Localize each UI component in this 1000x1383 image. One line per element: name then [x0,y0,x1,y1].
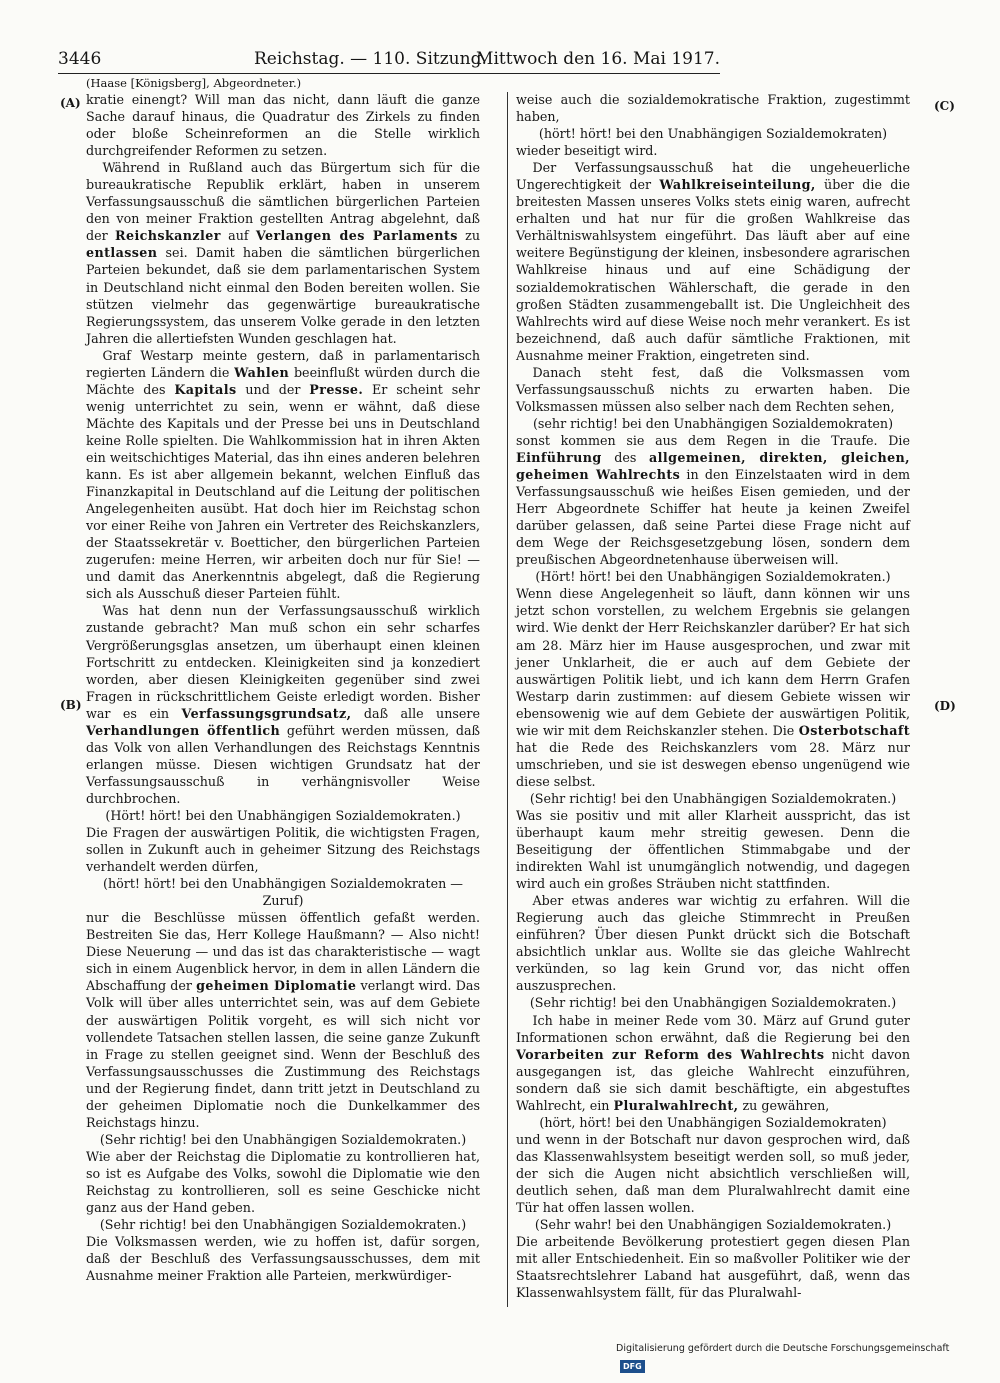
paragraph: Danach steht fest, daß die Volksmassen vom Verfassungsausschuß nichts zu erwarten haben. Die Volksmassen müssen also selber nach dem Rechten sehen, [516,364,910,414]
paragraph: Wenn diese Angelegenheit so läuft, dann können wir uns jetzt schon vorstellen, zu welchem Ergebnis sie gelangen wird. Wie denkt der Herr Reichskanzler darüber? Er hat sich am 28. März hier im Hause ausgesprochen, und zwar mit jener Unklarheit, die er auch auf dem Gebiete der auswärtigen Politik liebt, und ich kann dem Herrn Grafen Westarp darin zustimmen: auf diesem Gebiete wissen wir ebensowenig wie auf dem Gebiete der auswärtigen Politik, wie wir mit dem Reichskanzler stehen. Die Osterbotschaft hat die Rede des Reichskanzlers vom 28. März nur umschrieben, und sie ist deswegen ebenso ungenügend wie diese selbst. [516,586,910,789]
paragraph: Während in Rußland auch das Bürgertum sich für die bureaukratische Republik erklärt, haben in unserem Verfassungsausschuß die sämtlichen bürgerlichen Parteien den von meiner Fraktion gestellten Antrag abgelehnt, daß der Reichskanzler auf Verlangen des Parlaments zu entlassen sei. Damit haben die sämtlichen bürgerlichen Parteien bekundet, daß sie dem parlamentarischen System in Deutschland nicht einmal den Boden bereiten wollen. Sie stützen vielmehr das gegenwärtige bureaukratische Regierungssystem, das unserem Volke gerade in den letzten Jahren die allertiefsten Wunden geschlagen hat. [86,160,481,346]
paragraph: Ich habe in meiner Rede vom 30. März auf Grund guter Informationen schon erwähnt, daß die Regierung bei den Vorarbeiten zur Reform des Wahlrechts nicht davon ausgegangen ist, das gleiche Wahlrecht einzuführen, sondern daß sie sich damit beschäftigte, ein abgestuftes Wahlrecht, ein Pluralwahlrecht, zu gewähren, [516,1012,910,1113]
paragraph: Aber etwas anderes war wichtig zu erfahren. Will die Regierung auch das gleiche Stimmrecht in Preußen einführen? Über diesen Punkt drückt sich die Botschaft absichtlich unklar aus. Wollte sie das gleiche Wahlrecht verkünden, so lag kein Grund vor, das nicht offen auszusprechen. [516,893,910,994]
interjection: (Sehr richtig! bei den Unabhängigen Sozialdemokraten.) [99,1131,467,1147]
right-column [516,91,910,1301]
paragraph: Die arbeitende Bevölkerung protestiert gegen diesen Plan mit aller Entschiedenheit. Ein so maßvoller Politiker wie der Staatsrechtslehrer Laband hat ausgeführt, daß, wenn das Klassenwahlsystem fällt, für das Pluralwahl- [516,1234,910,1301]
paragraph: Die Volksmassen werden, wie zu hoffen ist, dafür sorgen, daß der Beschluß des Verfassungsausschusses, dem mit Ausnahme meiner Fraktion alle Parteien, merkwürdiger- [86,1234,480,1284]
paragraph: nur die Beschlüsse müssen öffentlich gefaßt werden. Bestreiten Sie das, Herr Kollege Haußmann? — Also nicht! Diese Neuerung — und das ist das charakteristische — wagt sich in einem Augenblick hervor, in dem in allen Ländern die Abschaffung der geheimen Diplomatie verlangt wird. Das Volk will über alles unterrichtet sein, was auf dem Gebiete der auswärtigen Politik vorgeht, es will sich nicht vor vollendete Tatsachen stellen lassen, die seine ganze Zukunft in Frage zu stellen geeignet sind. Wenn der Beschluß des Verfassungsausschusses die Zustimmung des Reichstags und der Regierung findet, dann tritt jetzt in Deutschland zu der geheimen Diplomatie noch die Dunkelkammer des Reichstags hinzu. [86,910,480,1130]
interjection: (Sehr richtig! bei den Unabhängigen Sozialdemokraten.) [99,1217,467,1233]
paragraph: Was sie positiv und mit aller Klarheit ausspricht, das ist überhaupt kaum mehr streitig gewesen. Denn die Beseitigung der öffentlichen Stimmabgabe und der indirekten Wahl ist unumgänglich notwendig, und dagegen wird auch ein großes Sträuben nicht stattfinden. [516,807,910,892]
paragraph: wieder beseitigt wird. [516,143,658,159]
paragraph: Wie aber der Reichstag die Diplomatie zu kontrollieren hat, so ist es Aufgabe des Volks, sowohl die Diplomatie wie den Reichstag zu kontrollieren, soll es seine Geschicke nicht ganz aus der Hand geben. [86,1148,480,1216]
margin-marker-d: (D) [934,699,956,713]
interjection: (sehr richtig! bei den Unabhängigen Sozialdemokraten) [532,415,894,431]
margin-marker-b: (B) [60,698,82,712]
footer-credit [616,1340,976,1371]
paragraph: sonst kommen sie aus dem Regen in die Traufe. Die Einführung des allgemeinen, direkten, gleichen, geheimen Wahlrechts in den Einzelstaaten wird in dem Verfassungsausschuß wie heißes Eisen gemieden, und der Herr Abgeordnete Schiffer hat heute ja keinen Zweifel darüber gelassen, daß seine Partei diese Frage nicht auf dem Wege der Reichsgesetzgebung lösen, sondern dem preußischen Abgeordnetenhause überweisen will. [516,432,911,568]
interjection: (Hört! hört! bei den Unabhängigen Sozialdemokraten.) [105,807,461,823]
interjection: (Hört! hört! bei den Unabhängigen Sozialdemokraten.) [535,569,891,585]
footer-text: Digitalisierung gefördert durch die Deutsche Forschungsgemeinschaft [616,1343,950,1354]
page-title: Reichstag. — 110. Sitzung. [254,49,487,69]
paragraph: weise auch die sozialdemokratische Fraktion, zugestimmt haben, [516,92,910,125]
session-date: Mittwoch den 16. Mai 1917. [476,49,720,69]
margin-marker-c: (C) [934,99,955,113]
interjection: (hört! hört! bei den Unabhängigen Sozialdemokraten) [538,126,888,142]
interjection: (hört, hört! bei den Unabhängigen Sozialdemokraten) [539,1114,887,1130]
paragraph: und wenn in der Botschaft nur davon gesprochen wird, daß das Klassenwahlsystem beseitigt werden soll, so muß jeder, der sich die Augen nicht absichtlich verschließen will, deutlich sehen, daß man dem Pluralwahlrecht damit eine Tür hat offen lassen wollen. [516,1131,910,1216]
speaker-line: (Haase [Königsberg], Abgeordneter.) [86,76,302,90]
interjection: (Sehr wahr! bei den Unabhängigen Sozialdemokraten.) [534,1217,892,1233]
interjection: (Sehr richtig! bei den Unabhängigen Sozialdemokraten.) [529,995,897,1011]
paragraph: kratie einengt? Will man das nicht, dann läuft die ganze Sache darauf hinaus, die Quadratur des Zirkels zu finden oder bloße Scheinreformen an die Stelle wirklich durchgreifender Reformen zu setzen. [86,92,480,159]
paragraph: Die Fragen der auswärtigen Politik, die wichtigsten Fragen, sollen in Zukunft auch in geheimer Sitzung des Reichstags verhandelt werden dürfen, [86,825,480,875]
interjection: (hört! hört! bei den Unabhängigen Sozialdemokraten — Zuruf) [103,876,463,909]
dfg-logo: DFG [620,1360,645,1373]
margin-marker-a: (A) [60,96,81,110]
left-column [86,91,480,1284]
interjection: (Sehr richtig! bei den Unabhängigen Sozialdemokraten.) [529,790,897,806]
page-number: 3446 [58,49,102,69]
column-rule [507,92,508,1307]
paragraph: Der Verfassungsausschuß hat die ungeheuerliche Ungerechtigkeit der Wahlkreiseinteilung, über die die breitesten Massen unseres Volks stets einig waren, aufrecht erhalten und hat nur für die großen Wahlkreise das Verhältniswahlsystem eingeführt. Das läuft aber auf eine weitere Begünstigung der kleinen, insbesondere agrarischen Wahlkreise hinaus und auf eine Schädigung der sozialdemokratischen Wählerschaft, die gerade in den großen Städten zusammengeballt ist. Die Ungleichheit des Wahlrechts wird auf diese Weise noch mehr verankert. Es ist bezeichnend, daß auch dafür sämtliche Fraktionen, mit Ausnahme meiner Fraktion, eingetreten sind. [516,160,911,363]
paragraph: Was hat denn nun der Verfassungsausschuß wirklich zustande gebracht? Man muß schon ein sehr scharfes Vergrößerungsglas ansetzen, um überhaupt einen kleinen Fortschritt zu entdecken. Kleinigkeiten sind ja konzediert worden, aber diesen Kleinigkeiten gegenüber sind zwei Fragen in rückschrittlichem Geiste erledigt worden. Bisher war es ein Verfassungsgrundsatz, daß alle unsere Verhandlungen öffentlich geführt werden müssen, daß das Volk von allen Verhandlungen des Reichstags Kenntnis erlangen müsse. Diesen wichtigen Grundsatz hat der Verfassungsausschuß in verhängnisvoller Weise durchbrochen. [86,603,480,806]
page-header [58,46,720,72]
paragraph: Graf Westarp meinte gestern, daß in parlamentarisch regierten Ländern die Wahlen beeinflußt würden durch die Mächte des Kapitals und der Presse. Er scheint sehr wenig unterrichtet zu sein, wenn er wähnt, daß diese Mächte des Kapitals und der Presse bei uns in Deutschland keine Rolle spielten. Die Wahlkommission hat in ihren Akten ein weitschichtiges Material, das ihn eines anderen belehren kann. Es ist aber allgemein bekannt, welchen Einfluß das Finanzkapital in Deutschland auf die Leitung der politischen Angelegenheiten ausübt. Hat doch hier im Reichstag schon vor einer Reihe von Jahren ein Vertreter des Reichskanzlers, der Staatssekretär v. Boetticher, den bürgerlichen Parteien zugerufen: meine Herren, wir arbeiten doch nur für Sie! — und damit das Anerkenntnis abgelegt, daß die Regierung sich als Ausschuß dieser Parteien fühlt. [86,347,480,602]
